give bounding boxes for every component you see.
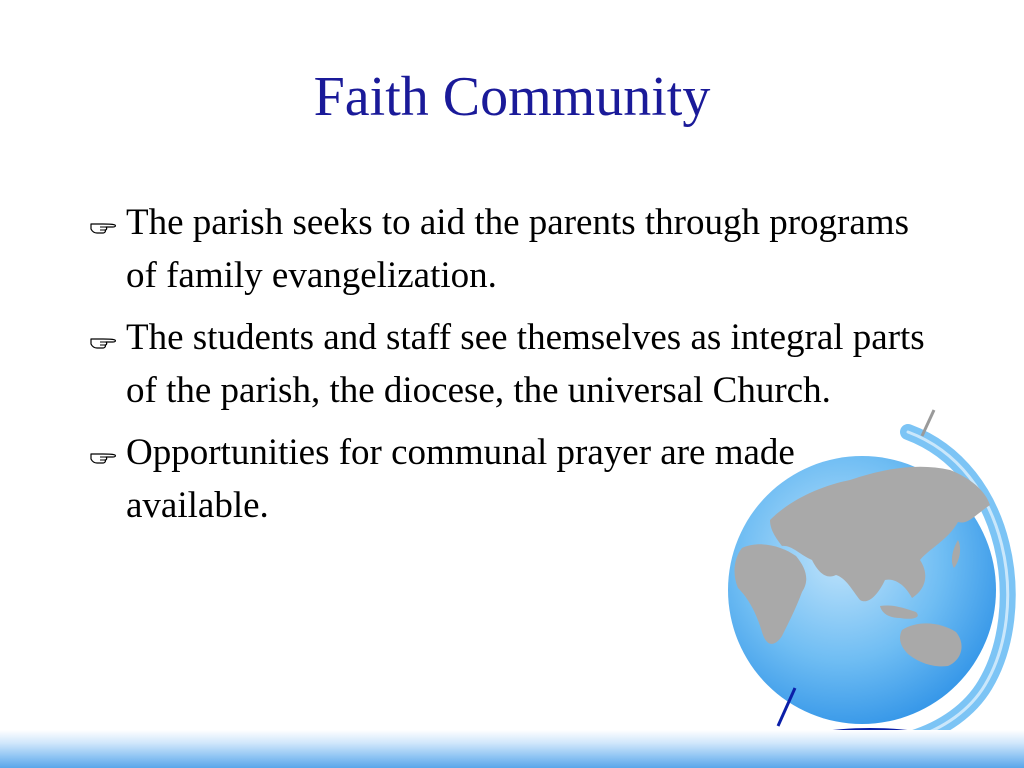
bullet-text: The parish seeks to aid the parents through programs of family evangelization.: [126, 202, 909, 296]
bullet-text: The students and staff see themselves as integral parts of the parish, the diocese, the universal Church.: [126, 317, 925, 411]
bottom-gradient-bar: [0, 730, 1024, 768]
bullet-text: Opportunities for communal prayer are made available.: [126, 432, 795, 526]
pointing-hand-icon: [89, 332, 117, 350]
bullet-item: [88, 426, 928, 532]
bullet-list: [88, 196, 928, 541]
pointing-hand-icon: [89, 447, 117, 465]
slide-title: Faith Community: [313, 66, 711, 128]
bullet-item: [88, 196, 928, 302]
bullet-item: [88, 311, 928, 417]
pointing-hand-icon: [89, 217, 117, 235]
